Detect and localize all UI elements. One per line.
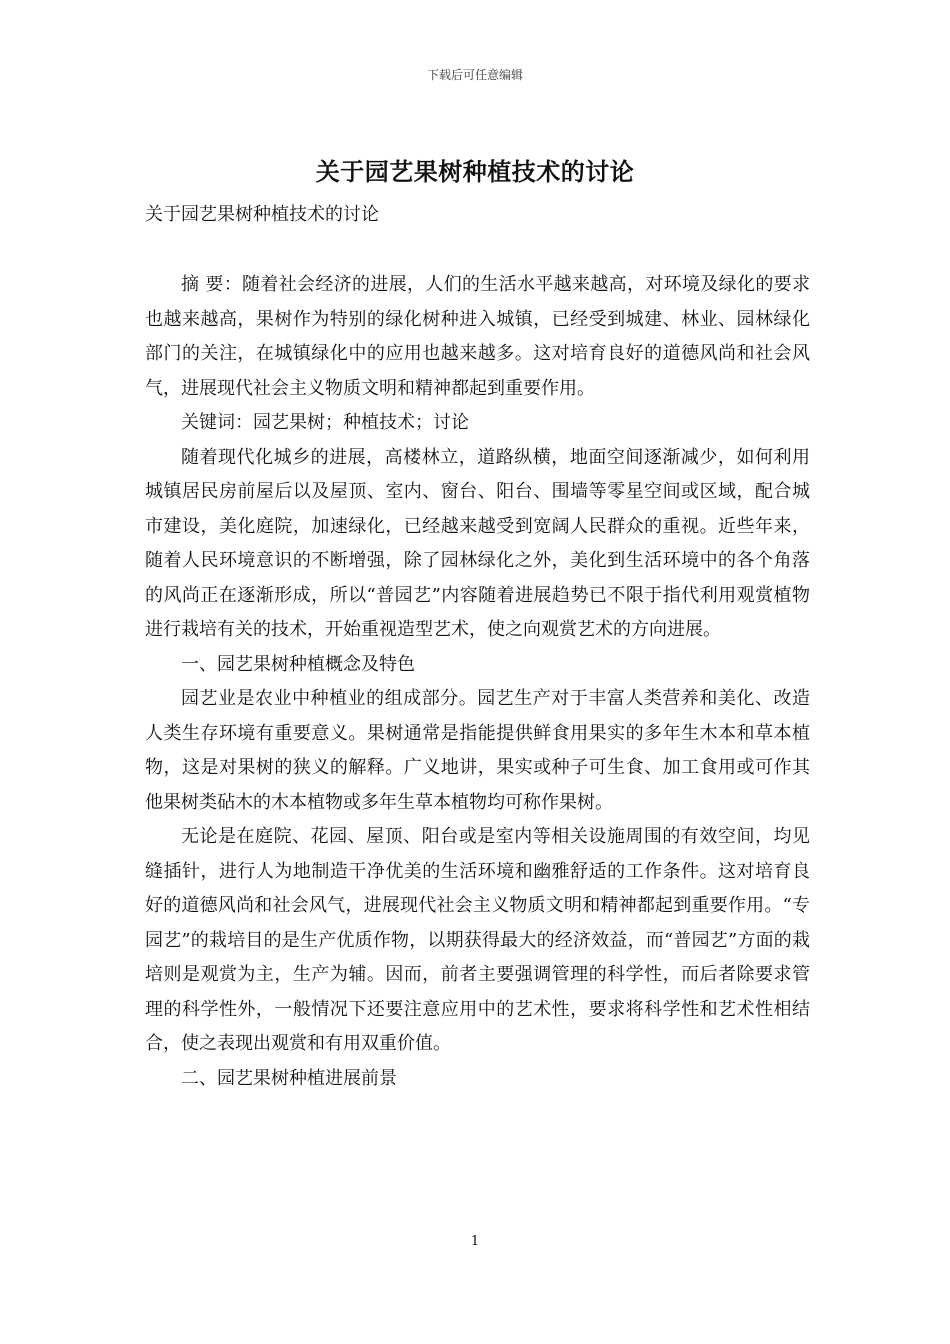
page-header: 下载后可任意编辑 xyxy=(426,68,523,82)
keywords-paragraph: 关键词：园艺果树；种植技术；讨论 xyxy=(181,412,469,433)
document-subtitle: 关于园艺果树种植技术的讨论 xyxy=(145,204,379,225)
body-paragraph: 园艺业是农业中种植业的组成部分。园艺生产对于丰富人类营养和美化、改造人类生存环境有重要意义。果树通常是指能提供鲜食用果实的多年生木本和草本植物，这是对果树的狭义的解释。广义地讲，果实或种子可生食、加工食用或可作其他果树类砧木的木本植物或多年生草本植物均可称作果树。 xyxy=(145,688,810,813)
abstract-paragraph: 摘 要：随着社会经济的进展，人们的生活水平越来越高，对环境及绿化的要求也越来越高，果树作为特别的绿化树种进入城镇，已经受到城建、林业、园林绿化部门的关注，在城镇绿化中的应用也越来越多。这对培育良好的道德风尚和社会风气，进展现代社会主义物质文明和精神都起到重要作用。 xyxy=(145,274,810,399)
intro-paragraph: 随着现代化城乡的进展，高楼林立，道路纵横，地面空间逐渐减少，如何利用城镇居民房前屋后以及屋顶、室内、窗台、阳台、围墙等零星空间或区域，配合城市建设，美化庭院，加速绿化，已经越来越受到宽阔人民群众的重视。近些年来，随着人民环境意识的不断增强，除了园林绿化之外，美化到生活环境中的各个角落的风尚正在逐渐形成，所以“普园艺”内容随着进展趋势已不限于指代利用观赏植物进行栽培有关的技术，开始重视造型艺术，使之向观赏艺术的方向进展。 xyxy=(145,446,810,640)
document-title: 关于园艺果树种植技术的讨论 xyxy=(315,157,635,186)
body-paragraph: 无论是在庭院、花园、屋顶、阳台或是室内等相关设施周围的有效空间，均见缝插针，进行人为地制造干净优美的生活环境和幽雅舒适的工作条件。这对培育良好的道德风尚和社会风气，进展现代社会主义物质文明和精神都起到重要作用。“专园艺”的栽培目的是生产优质作物，以期获得最大的经济效益，而“普园艺”方面的栽培则是观赏为主，生产为辅。因而，前者主要强调管理的科学性，而后者除要求管理的科学性外，一般情况下还要注意应用中的艺术性，要求将科学性和艺术性相结合，使之表现出观赏和有用双重价值。 xyxy=(145,826,810,1054)
document-body xyxy=(145,268,810,1096)
section-heading-2: 二、园艺果树种植进展前景 xyxy=(181,1067,397,1089)
page-number: 1 xyxy=(470,1234,480,1249)
section-heading-1: 一、园艺果树种植概念及特色 xyxy=(181,653,415,675)
